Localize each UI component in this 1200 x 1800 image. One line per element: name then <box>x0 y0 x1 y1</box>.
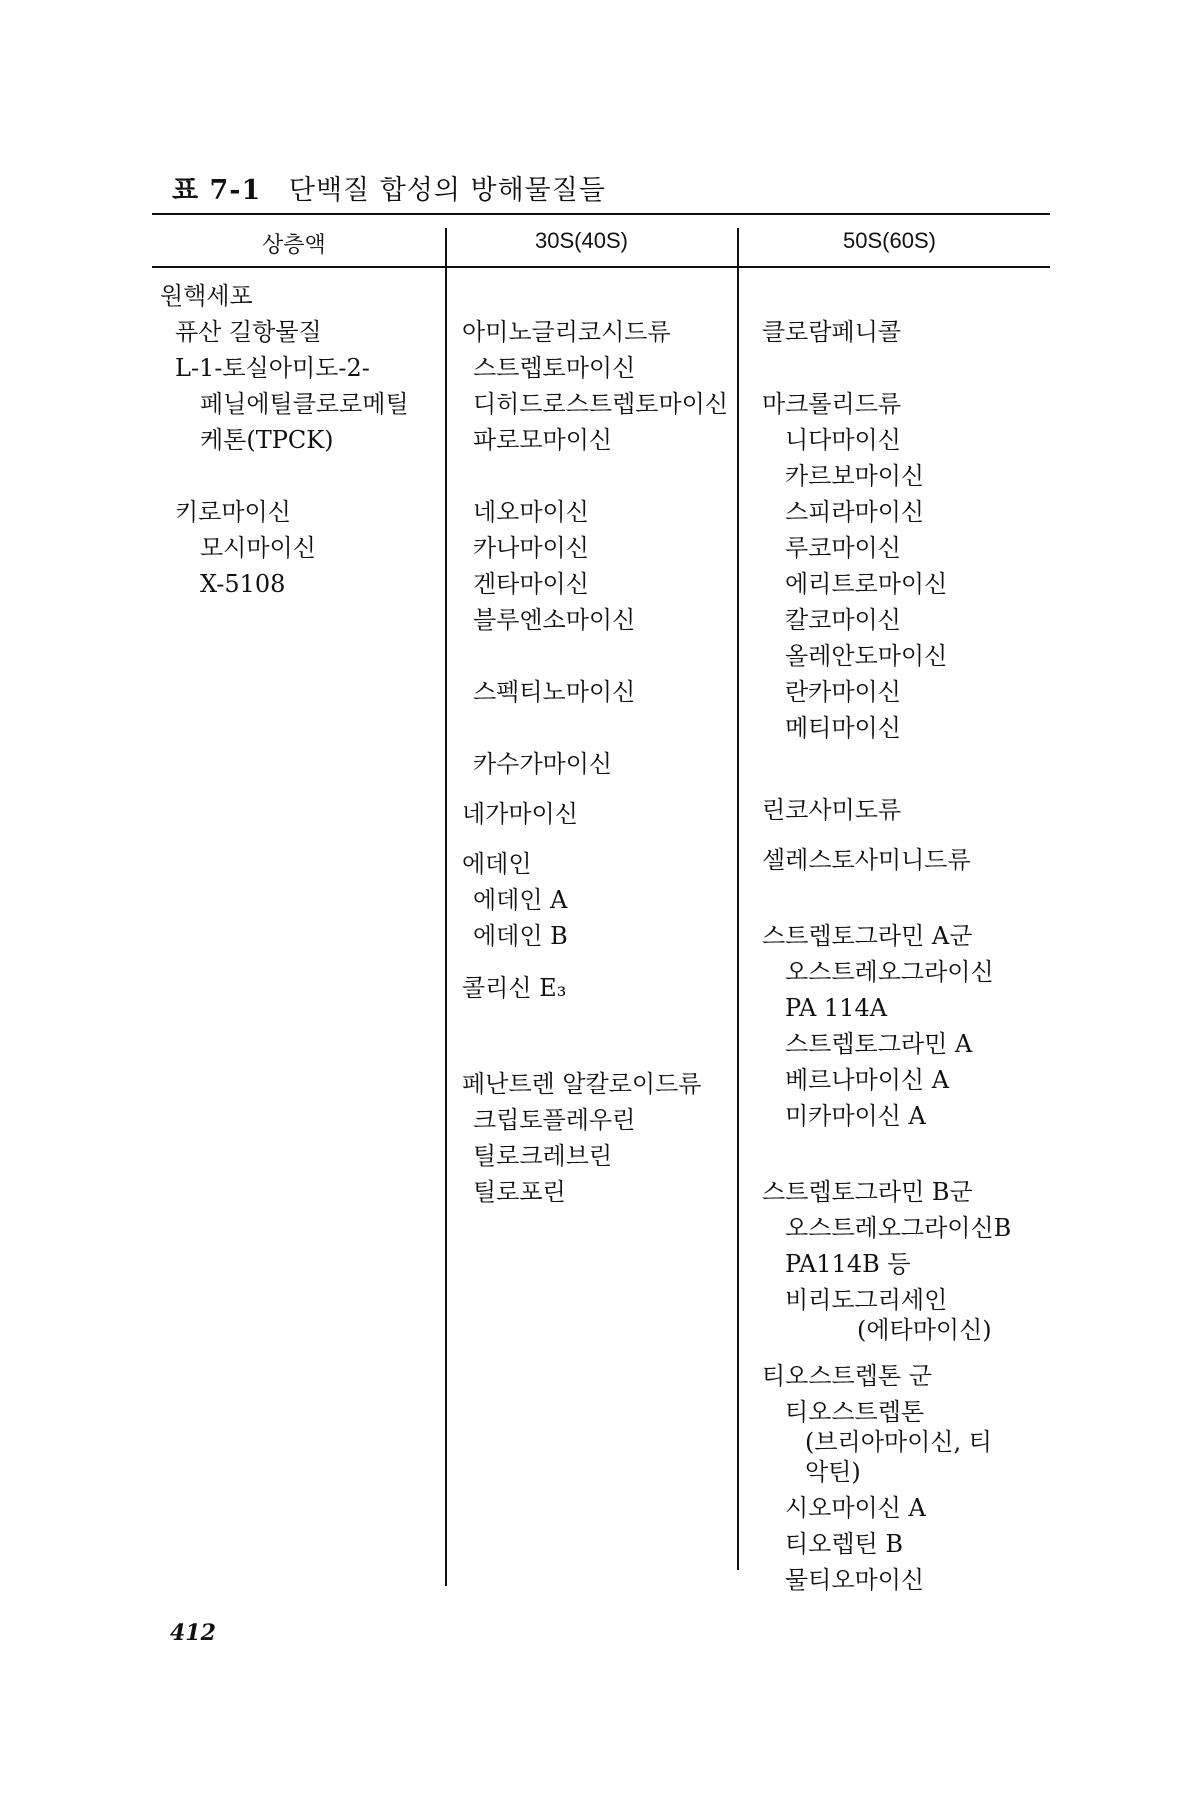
header-rule <box>152 266 1050 268</box>
table-cell: 시오마이신 A <box>785 1494 926 1522</box>
table-cell: 카수가마이신 <box>473 750 613 778</box>
table-cell: 칼코마이신 <box>785 606 901 634</box>
table-cell: 네가마이신 <box>462 800 578 828</box>
column-divider-1 <box>445 228 447 1586</box>
table-cell: 키로마이신 <box>175 498 291 526</box>
table-cell: 티오스트렙톤 군 <box>762 1362 932 1390</box>
table-cell: 클로람페니콜 <box>762 318 902 346</box>
table-cell: 스펙티노마이신 <box>473 678 636 706</box>
table-cell: 마크롤리드류 <box>762 390 902 418</box>
table-cell: 블루엔소마이신 <box>473 606 636 634</box>
table-cell: PA114B 등 <box>785 1250 911 1278</box>
table-cell: 원핵세포 <box>160 282 253 310</box>
top-rule <box>152 213 1050 215</box>
table-cell: 디히드로스트렙토마이신 <box>473 390 729 418</box>
table-cell: 틸로크레브린 <box>473 1142 613 1170</box>
table-cell: 에데인 B <box>473 922 568 950</box>
table-cell: 페난트렌 알칼로이드류 <box>462 1070 702 1098</box>
table-cell: 네오마이신 <box>473 498 589 526</box>
table-cell: 겐타마이신 <box>473 570 589 598</box>
table-cell: 루코마이신 <box>785 534 901 562</box>
table-cell: 베르나마이신 A <box>785 1066 950 1094</box>
table-cell: X-5108 <box>200 570 286 598</box>
header-50s: 50S(60S) <box>843 228 936 253</box>
table-cell: 오스트레오그라이신B <box>785 1214 1012 1242</box>
table-cell: 에데인 <box>462 850 532 878</box>
table-cell: 물티오마이신 <box>785 1566 925 1594</box>
table-cell: 스트렙토마이신 <box>473 354 636 382</box>
table-cell: 티오스트렙톤 <box>785 1398 925 1426</box>
page-number: 412 <box>170 1620 216 1646</box>
table-cell: 아미노글리코시드류 <box>462 318 671 346</box>
table-cell: 니다마이신 <box>785 426 901 454</box>
table-cell: 셀레스토사미니드류 <box>762 846 971 874</box>
table-cell: 메티마이신 <box>785 714 901 742</box>
table-cell: 퓨산 길항물질 <box>175 318 322 346</box>
table-cell: 올레안도마이신 <box>785 642 948 670</box>
table-cell: 비리도그리세인 <box>785 1286 948 1314</box>
table-cell: 스트렙토그라민 A <box>785 1030 973 1058</box>
table-cell: 틸로포린 <box>473 1178 566 1206</box>
header-supernatant: 상층액 <box>262 232 326 257</box>
table-cell: 란카마이신 <box>785 678 901 706</box>
table-cell: (에타마이신) <box>857 1316 992 1344</box>
table-cell: 스피라마이신 <box>785 498 925 526</box>
table-cell: 미카마이신 A <box>785 1102 926 1130</box>
header-30s: 30S(40S) <box>535 228 628 253</box>
table-cell: 린코사미도류 <box>762 796 902 824</box>
table-cell: 카나마이신 <box>473 534 589 562</box>
table-cell: 악틴) <box>805 1458 861 1486</box>
table-cell: PA 114A <box>785 994 888 1022</box>
table-cell: 스트렙토그라민 A군 <box>762 922 973 950</box>
table-cell: 페닐에틸클로로메틸 <box>200 390 409 418</box>
table-number: 표 7-1 <box>172 175 262 206</box>
table-cell: 에데인 A <box>473 886 568 914</box>
table-cell: 스트렙토그라민 B군 <box>762 1178 973 1206</box>
table-title: 단백질 합성의 방해물질들 <box>288 175 606 206</box>
table-cell: 콜리신 E₃ <box>462 974 567 1002</box>
table-cell: 오스트레오그라이신 <box>785 958 994 986</box>
table-caption <box>172 168 606 207</box>
table-cell: 모시마이신 <box>200 534 316 562</box>
table-cell: L-1-토실아미도-2- <box>175 354 370 382</box>
table-cell: 파로모마이신 <box>473 426 613 454</box>
table-cell: (브리아마이신, 티 <box>805 1428 992 1456</box>
table-cell: 크립토플레우린 <box>473 1106 636 1134</box>
table-cell: 카르보마이신 <box>785 462 925 490</box>
table-cell: 에리트로마이신 <box>785 570 948 598</box>
table-cell: 케톤(TPCK) <box>200 426 334 454</box>
table-cell: 티오렙틴 B <box>785 1530 904 1558</box>
column-divider-2 <box>737 228 739 1570</box>
